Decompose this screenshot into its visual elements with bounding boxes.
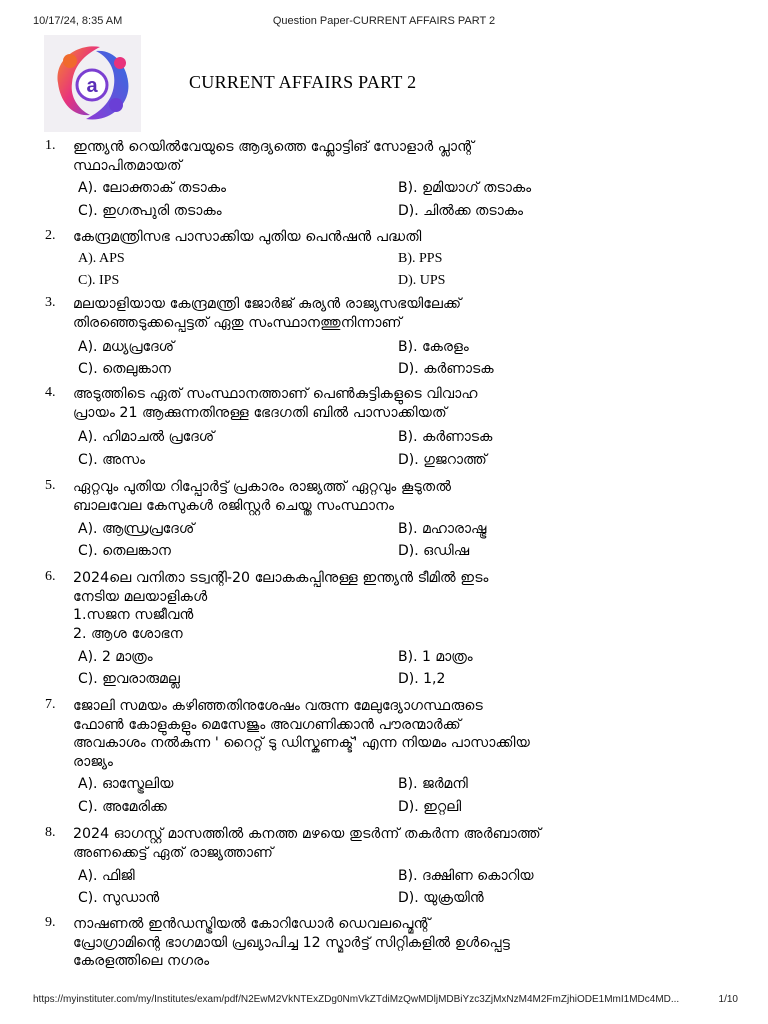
option-d: D). ഗുജറാത്ത് <box>398 452 487 468</box>
logo-icon <box>44 35 141 132</box>
option-a: A). മധ്യപ്രദേശ് <box>78 339 175 355</box>
question-text: 2024 ഓഗസ്റ്റ് മാസത്തിൽ കനത്ത മഴയെ തുടർന്ന് തകർന്ന അർബാത്ത് അണക്കെട്ട് ഏത് രാജ്യത്താണ് <box>73 826 541 861</box>
option-a: A). ഫിജി <box>78 868 135 884</box>
option-c: C). സുഡാൻ <box>78 890 160 906</box>
question-number: 2. <box>45 228 56 243</box>
option-c: C). IPS <box>78 273 120 288</box>
institute-logo <box>44 35 141 132</box>
svg-text:a: a <box>86 75 98 97</box>
option-d: D). കർണാടക <box>398 361 494 377</box>
page-title: CURRENT AFFAIRS PART 2 <box>189 72 417 92</box>
option-d: D). UPS <box>398 273 446 288</box>
option-d: D). യുക്രയിൻ <box>398 890 484 906</box>
question-text: 2024ലെ വനിതാ ടട്വന്റി-20 ലോകകപ്പിനുള്ള ഇന്ത്യൻ ടീമിൽ ഇടം നേടിയ മലയാളികൾ 1.സജന സജീവൻ 2. ആശ ശോഭന <box>73 570 489 642</box>
question-text: കേന്ദ്രമന്ത്രിസഭ പാസാക്കിയ പുതിയ പെൻഷൻ പദ്ധതി <box>73 229 422 245</box>
question-text: നാഷണൽ ഇൻഡസ്ട്രിയൽ കോറിഡോർ ഡെവലപ്മെന്റ് പ്രോഗ്രാമിന്റെ ഭാഗമായി പ്രഖ്യാപിച്ച 12 സ്മാർട്ട് സിറ്റികളിൽ ഉൾപ്പെട്ട കേരളത്തിലെ നഗരം <box>73 916 510 969</box>
print-doc-title: Question Paper-CURRENT AFFAIRS PART 2 <box>272 15 496 27</box>
option-b: B). PPS <box>398 251 443 266</box>
option-a: A). ഓസ്ട്രേലിയ <box>78 776 174 792</box>
option-b: B). ദക്ഷിണ കൊറിയ <box>398 868 534 884</box>
option-b: B). ഉമിയാഗ് തടാകം <box>398 180 532 196</box>
question-number: 9. <box>45 915 56 930</box>
option-c: C). ഇഗത്പുരി തടാകം <box>78 203 222 219</box>
option-a: A). ആന്ധ്രപ്രദേശ് <box>78 521 195 537</box>
option-d: D). ഒഡിഷ <box>398 543 470 559</box>
footer-url: https://myinstituter.com/my/Institutes/exam/pdf/N2EwM2VkNTExZDg0NmVkZTdiMzQwMDljMDBiYzc3ZjMxNzM4M2FmZjhiODE1MmI1MDc4MD... <box>33 994 680 1005</box>
option-b: B). മഹാരാഷ്ട്ര <box>398 521 487 537</box>
question-text: ജോലി സമയം കഴിഞ്ഞതിനുശേഷം വരുന്ന മേലുദ്യോഗസ്ഥരുടെ ഫോൺ കോളുകളും മെസേജും അവഗണിക്കാൻ പൗരന്മാർക്ക് അവകാശം നൽകുന്ന ' റൈറ്റ് ടു ഡിസ്കണക്ട്' എന്ന നിയമം പാസാക്കിയ രാജ്യം <box>73 698 531 770</box>
question-text: അടുത്തിടെ ഏത് സംസ്ഥാനത്താണ് പെൺകുട്ടികളുടെ വിവാഹ പ്രായം 21 ആക്കുന്നതിനുള്ള ഭേദഗതി ബിൽ പാസാക്കിയത് <box>73 386 478 421</box>
question-text: ഇന്ത്യൻ റെയിൽവേയുടെ ആദ്യത്തെ ഫ്ലോട്ടിങ് സോളാർ പ്ലാന്റ് സ്ഥാപിതമായത് <box>73 139 474 174</box>
question-number: 4. <box>45 385 56 400</box>
option-b: B). ജർമനി <box>398 776 468 792</box>
option-c: C). അസം <box>78 452 145 468</box>
option-a: A). APS <box>78 251 125 266</box>
option-d: D). ഇറ്റലി <box>398 799 462 815</box>
option-c: C). അമേരിക്ക <box>78 799 167 815</box>
question-text: ഏറ്റവും പുതിയ റിപ്പോർട്ട് പ്രകാരം രാജ്യത്ത് ഏറ്റവും കൂടുതൽ ബാലവേല കേസുകൾ രജിസ്റ്റർ ചെയ്ത സംസ്ഥാനം <box>73 479 452 514</box>
option-a: A). ലോക്താക് തടാകം <box>78 180 226 196</box>
option-b: B). കേരളം <box>398 339 469 355</box>
question-number: 7. <box>45 697 56 712</box>
option-d: D). ചിൽക്ക തടാകം <box>398 203 523 219</box>
option-b: B). കർണാടക <box>398 429 493 445</box>
print-datetime: 10/17/24, 8:35 AM <box>33 15 123 27</box>
page-number: 1/10 <box>718 994 738 1005</box>
option-d: D). 1,2 <box>398 671 446 687</box>
option-a: A). 2 മാത്രം <box>78 649 153 665</box>
question-text: മലയാളിയായ കേന്ദ്രമന്ത്രി ജോർജ് കുര്യൻ രാജ്യസഭയിലേക്ക് തിരഞ്ഞെടുക്കപ്പെട്ടത് ഏതു സംസ്ഥാനത്തുനിന്നാണ് <box>73 296 462 331</box>
question-number: 3. <box>45 295 56 310</box>
question-number: 8. <box>45 825 56 840</box>
option-c: C). തെലങ്കാന <box>78 543 171 559</box>
option-c: C). ഇവരാരുമല്ല <box>78 671 180 687</box>
question-number: 5. <box>45 478 56 493</box>
question-number: 1. <box>45 138 56 153</box>
option-c: C). തെലുങ്കാന <box>78 361 171 377</box>
option-b: B). 1 മാത്രം <box>398 649 473 665</box>
question-number: 6. <box>45 569 56 584</box>
option-a: A). ഹിമാചൽ പ്രദേശ് <box>78 429 215 445</box>
